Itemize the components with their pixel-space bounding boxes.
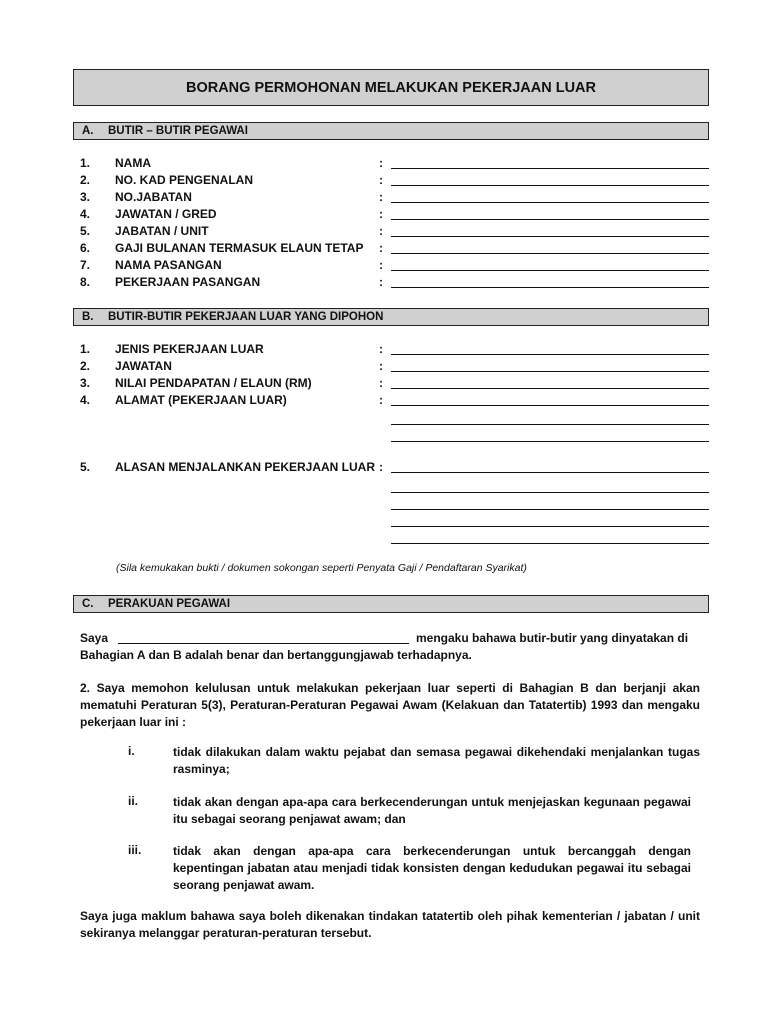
alamat-input-line[interactable] [391, 405, 709, 406]
item-i-text: tidak dilakukan dalam waktu pejabat dan semasa pegawai dikehendaki menjalankan tugas rasminya; [173, 745, 700, 776]
field-alamat [80, 393, 710, 410]
field-colon: : [379, 460, 383, 474]
field-number: 5. [80, 460, 91, 474]
alasan-input-line-5[interactable] [391, 543, 709, 544]
section-a-letter: A. [82, 125, 94, 137]
item-i-number: i. [128, 744, 135, 758]
field-nama-pasangan [80, 258, 710, 275]
jawatan-input-line[interactable] [391, 371, 709, 372]
alasan-input-line-2[interactable] [391, 492, 709, 493]
field-jabatan-unit [80, 224, 710, 241]
field-jenis-pekerjaan-luar [80, 342, 710, 359]
alasan-input-line-4[interactable] [391, 526, 709, 527]
section-c-header [73, 595, 709, 613]
field-colon: : [379, 190, 383, 204]
gaji-bulanan-input-line[interactable] [391, 253, 709, 254]
field-number: 4. [80, 393, 91, 407]
field-label: NILAI PENDAPATAN / ELAUN (RM) [115, 376, 312, 390]
field-number: 1. [80, 156, 91, 170]
field-number: 7. [80, 258, 91, 272]
section-c-letter: C. [82, 598, 94, 610]
field-alasan [80, 460, 710, 477]
item-ii-text: tidak akan dengan apa-apa cara berkecenderungan untuk menjejaskan kegunaan pegawai itu sebagai seorang penjawat awam; dan [173, 795, 691, 826]
item-iii-number: iii. [128, 843, 142, 857]
field-label: JAWATAN / GRED [115, 207, 217, 221]
field-number: 2. [80, 359, 91, 373]
field-label: NAMA [115, 156, 151, 170]
field-colon: : [379, 241, 383, 255]
field-number: 1. [80, 342, 91, 356]
field-colon: : [379, 258, 383, 272]
kad-pengenalan-input-line[interactable] [391, 185, 709, 186]
nama-pasangan-input-line[interactable] [391, 270, 709, 271]
field-label: NO. KAD PENGENALAN [115, 173, 254, 187]
field-label: GAJI BULANAN TERMASUK ELAUN TETAP [115, 241, 364, 255]
field-label: JAWATAN [115, 359, 172, 373]
jawatan-gred-input-line[interactable] [391, 219, 709, 220]
saya-line-2: Bahagian A dan B adalah benar dan bertanggungjawab terhadapnya. [80, 648, 472, 662]
field-number: 6. [80, 241, 91, 255]
field-colon: : [379, 275, 383, 289]
field-number: 2. [80, 173, 91, 187]
field-no-jabatan [80, 190, 710, 207]
field-no-kad-pengenalan [80, 173, 710, 190]
closing-statement: Saya juga maklum bahawa saya boleh dikenakan tindakan tatatertib oleh pihak kementerian / jabatan / unit sekiranya melanggar peraturan-peraturan tersebut. [80, 909, 700, 940]
field-label: JABATAN / UNIT [115, 224, 209, 238]
field-jawatan-gred [80, 207, 710, 224]
field-number: 8. [80, 275, 91, 289]
item-ii-number: ii. [128, 794, 139, 808]
field-number: 4. [80, 207, 91, 221]
saya-name-input-line[interactable] [118, 643, 409, 644]
field-colon: : [379, 173, 383, 187]
section-a-title: BUTIR – BUTIR PEGAWAI [108, 125, 248, 137]
field-nilai-pendapatan [80, 376, 710, 393]
section-b-letter: B. [82, 311, 94, 323]
saya-suffix: mengaku bahawa butir-butir yang dinyatakan di [416, 631, 689, 645]
no-jabatan-input-line[interactable] [391, 202, 709, 203]
field-gaji-bulanan [80, 241, 710, 258]
field-jawatan [80, 359, 710, 376]
section-c-title: PERAKUAN PEGAWAI [108, 598, 231, 610]
alamat-input-line-3[interactable] [391, 441, 709, 442]
field-label: ALASAN MENJALANKAN PEKERJAAN LUAR [115, 460, 376, 474]
field-number: 3. [80, 376, 91, 390]
field-number: 3. [80, 190, 91, 204]
section-b-header [73, 308, 709, 326]
field-nama [80, 156, 710, 173]
alasan-input-line-3[interactable] [391, 509, 709, 510]
field-colon: : [379, 224, 383, 238]
jabatan-unit-input-line[interactable] [391, 236, 709, 237]
field-label: ALAMAT (PEKERJAAN LUAR) [115, 393, 287, 407]
field-label: JENIS PEKERJAAN LUAR [115, 342, 264, 356]
alasan-input-line[interactable] [391, 472, 709, 473]
alamat-input-line-2[interactable] [391, 424, 709, 425]
item-iii-text: tidak akan dengan apa-apa cara berkecenderungan untuk bercanggah dengan kepentingan jabatan atau menjadi tidak konsisten dengan kedudukan pegawai itu sebagai seorang penjawat awam. [173, 844, 691, 892]
nilai-pendapatan-input-line[interactable] [391, 388, 709, 389]
field-label: NAMA PASANGAN [115, 258, 222, 272]
supporting-documents-note: (Sila kemukakan bukti / dokumen sokongan seperti Penyata Gaji / Pendaftaran Syarikat) [116, 562, 527, 574]
field-label: PEKERJAAN PASANGAN [115, 275, 261, 289]
field-colon: : [379, 359, 383, 373]
pekerjaan-pasangan-input-line[interactable] [391, 287, 709, 288]
declaration-paragraph-2: 2. Saya memohon kelulusan untuk melakukan pekerjaan luar seperti di Bahagian B dan berjanji akan mematuhi Peraturan 5(3), Peraturan-Peraturan Pegawai Awam (Kelakuan dan Tatatertib) 1993 dan mengaku pekerjaan luar ini : [80, 681, 700, 729]
saya-prefix: Saya [80, 631, 109, 645]
field-colon: : [379, 376, 383, 390]
field-colon: : [379, 207, 383, 221]
field-colon: : [379, 156, 383, 170]
field-label: NO.JABATAN [115, 190, 192, 204]
nama-input-line[interactable] [391, 168, 709, 169]
section-a-header [73, 122, 709, 140]
form-title: BORANG PERMOHONAN MELAKUKAN PEKERJAAN LUAR [73, 69, 709, 106]
field-colon: : [379, 393, 383, 407]
field-number: 5. [80, 224, 91, 238]
field-colon: : [379, 342, 383, 356]
jenis-pekerjaan-input-line[interactable] [391, 354, 709, 355]
section-b-title: BUTIR-BUTIR PEKERJAAN LUAR YANG DIPOHON [108, 311, 384, 323]
field-pekerjaan-pasangan [80, 275, 710, 292]
